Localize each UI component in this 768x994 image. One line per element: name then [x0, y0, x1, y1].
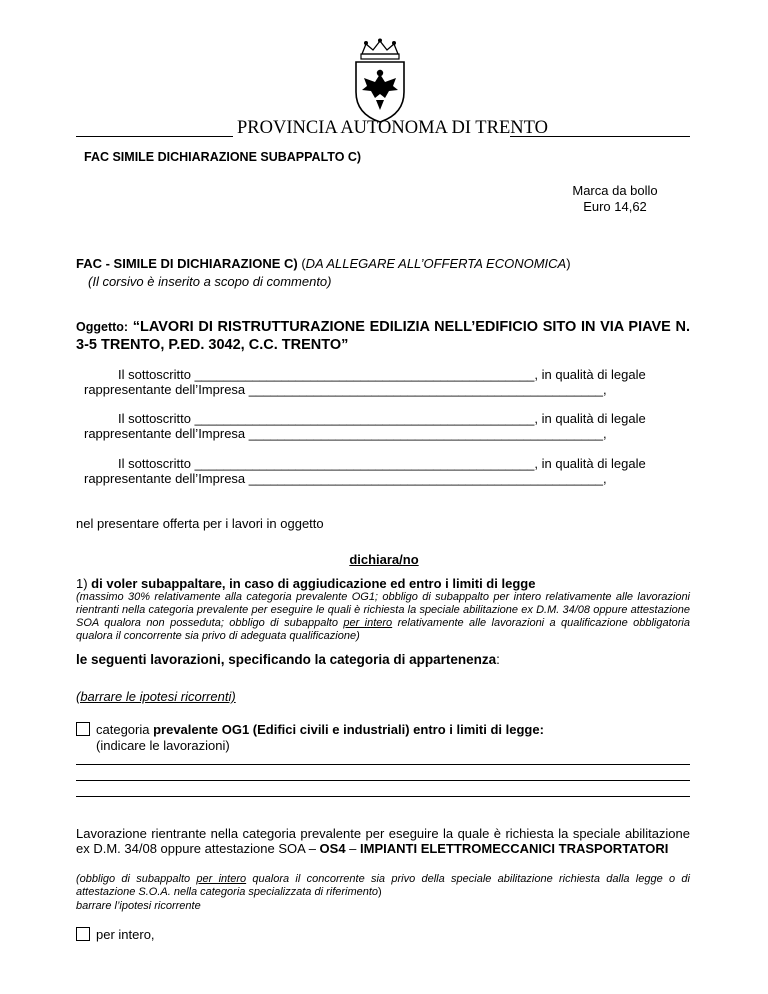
header-title: PROVINCIA AUTONOMA DI TRENTO — [237, 118, 548, 138]
dichiara-heading: dichiara/no — [349, 552, 419, 567]
fill-line-3[interactable] — [76, 796, 690, 797]
signer-block-1 — [84, 367, 646, 397]
lavorazione-note — [76, 873, 690, 899]
coat-of-arms-icon — [342, 38, 418, 124]
point-1-heading — [76, 576, 535, 591]
oggetto-label: Oggetto: — [76, 320, 129, 334]
lavorazione-os4: OS4 — [319, 841, 346, 856]
point-1-text: di voler subappaltare, in caso di aggiudicazione ed entro i limiti di legge — [87, 576, 536, 591]
signer-line-1: Il sottoscritto _______________________________________________, in qualità di legale — [118, 411, 646, 426]
barrare-note: (barrare le ipotesi ricorrenti) — [76, 689, 236, 704]
comment-note: (Il corsivo è inserito a scopo di commento) — [88, 274, 332, 289]
per-intero-option[interactable] — [76, 927, 155, 942]
point-1-number: 1) — [76, 576, 88, 591]
point-1-note-underlined: per intero — [343, 617, 393, 629]
signer-block-2 — [84, 411, 646, 441]
per-intero-label: per intero, — [96, 927, 155, 942]
fill-line-1[interactable] — [76, 764, 690, 765]
categoria-option[interactable] — [76, 722, 544, 737]
indicare-lavorazioni: (indicare le lavorazioni) — [96, 738, 230, 753]
lavorazione-dash: – — [345, 841, 361, 856]
marca-line-2: Euro 14,62 — [583, 199, 647, 214]
lavorazione-note-c: ) — [378, 886, 382, 898]
point-1-note — [76, 591, 690, 643]
signer-line-2: rappresentante dell’Impresa _________________________________________________, — [84, 382, 607, 397]
lavorazione-note-a: (obbligo di subappalto — [76, 873, 197, 885]
per-intero-checkbox[interactable] — [76, 927, 90, 941]
lavorazione-note-b: qualora il concorrente sia privo della speciale abilitazione richiesta dalla legge o di attestazione S.O.A. nella categoria specializzata di riferimento — [76, 873, 690, 898]
lavorazione-note-underlined: per intero — [196, 873, 247, 885]
signer-line-2: rappresentante dell’Impresa _________________________________________________, — [84, 471, 607, 486]
paren-close: ) — [566, 256, 571, 271]
oggetto-text: “LAVORI DI RISTRUTTURAZIONE EDILIZIA NELL’EDIFICIO SITO IN VIA PIAVE N. 3-5 TRENTO, P.ED. 3042, C.C. TRENTO” — [76, 319, 691, 353]
categoria-checkbox[interactable] — [76, 722, 90, 736]
marca-line-1: Marca da bollo — [572, 183, 658, 198]
offer-line: nel presentare offerta per i lavori in oggetto — [76, 516, 324, 531]
barrare-ipotesi: barrare l’ipotesi ricorrente — [76, 900, 201, 912]
seguenti-colon: : — [496, 652, 500, 667]
oggetto — [76, 318, 690, 354]
lavorazione-paragraph — [76, 826, 690, 856]
header-rule-left — [76, 136, 233, 137]
declaration-title-bold: FAC - SIMILE DI DICHIARAZIONE C) — [76, 256, 298, 271]
signer-block-3 — [84, 456, 646, 486]
marca-da-bollo — [560, 183, 670, 215]
fac-simile-title: FAC SIMILE DICHIARAZIONE SUBAPPALTO C) — [84, 150, 362, 164]
signer-line-1: Il sottoscritto _______________________________________________, in qualità di legale — [118, 367, 646, 382]
categoria-prefix: categoria — [96, 722, 154, 737]
point-1-note-a: (massimo 30% relativamente alla categoria prevalente OG1; obbligo di subappalto per intero relativamente alle lavorazioni rientranti nella categoria prevalente per eseguire le quali è richiesta la speciale abilitazione ex D.M. 34/08 oppure attestazione SOA qualora non posseduta; obbligo di subappalto — [76, 591, 690, 629]
declaration-title — [76, 256, 571, 271]
lavorazione-impianti: IMPIANTI ELETTROMECCANICI TRASPORTATORI — [360, 841, 669, 856]
header-rule-right — [510, 136, 690, 137]
declaration-title-italic: DA ALLEGARE ALL’OFFERTA ECONOMICA — [305, 256, 567, 271]
seguenti-bold: le seguenti lavorazioni, specificando la categoria di appartenenza — [76, 652, 497, 667]
signer-line-2: rappresentante dell’Impresa _________________________________________________, — [84, 426, 607, 441]
point-1-note-b: relativamente alle lavorazioni a qualificazione obbligatoria qualora il concorrente sia privo di adeguata qualificazione) — [76, 617, 690, 642]
seguenti-line — [76, 652, 500, 667]
lavorazione-text-a: Lavorazione rientrante nella categoria prevalente per eseguire la quale è richiesta la speciale abilitazione ex D.M. 34/08 oppure attestazione SOA – — [76, 826, 690, 856]
categoria-bold: prevalente OG1 (Edifici civili e industriali) entro i limiti di legge: — [153, 722, 544, 737]
paren-open: ( — [297, 256, 306, 271]
signer-line-1: Il sottoscritto _______________________________________________, in qualità di legale — [118, 456, 646, 471]
fill-line-2[interactable] — [76, 780, 690, 781]
